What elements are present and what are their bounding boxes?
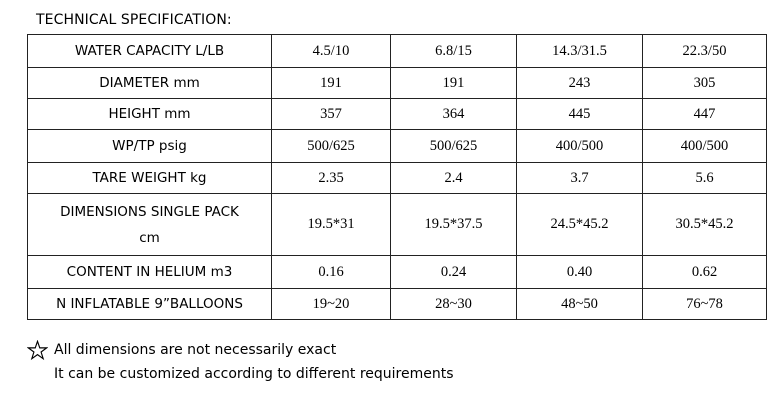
table-row-dimensions-single-pack (28, 194, 767, 256)
cell-value: 28~30 (391, 289, 517, 320)
row-label (28, 194, 272, 256)
cell-value: 48~50 (517, 289, 643, 320)
cell-value: 76~78 (643, 289, 767, 320)
row-label: N INFLATABLE 9”BALLOONS (28, 289, 272, 320)
cell-value: 24.5*45.2 (517, 194, 643, 256)
cell-value: 191 (272, 68, 391, 99)
cell-value: 305 (643, 68, 767, 99)
row-label: WP/TP psig (28, 130, 272, 163)
cell-value: 6.8/15 (391, 35, 517, 68)
cell-value: 364 (391, 99, 517, 130)
star-outline-icon (27, 340, 48, 361)
row-label: CONTENT IN HELIUM m3 (28, 256, 272, 289)
row-label: DIAMETER mm (28, 68, 272, 99)
cell-value: 0.40 (517, 256, 643, 289)
cell-value: 30.5*45.2 (643, 194, 767, 256)
cell-value: 2.35 (272, 163, 391, 194)
cell-value: 243 (517, 68, 643, 99)
table-row-inflatable-balloons (28, 289, 767, 320)
cell-value: 500/625 (272, 130, 391, 163)
cell-value: 5.6 (643, 163, 767, 194)
cell-value: 0.62 (643, 256, 767, 289)
cell-value: 4.5/10 (272, 35, 391, 68)
cell-value: 400/500 (643, 130, 767, 163)
table-row-wp-tp (28, 130, 767, 163)
table-row-water-capacity (28, 35, 767, 68)
cell-value: 14.3/31.5 (517, 35, 643, 68)
note-line-1: All dimensions are not necessarily exact (54, 342, 337, 358)
cell-value: 191 (391, 68, 517, 99)
cell-value: 22.3/50 (643, 35, 767, 68)
spec-table (27, 34, 767, 320)
table-row-height (28, 99, 767, 130)
cell-value: 500/625 (391, 130, 517, 163)
cell-value: 445 (517, 99, 643, 130)
row-label-line1: DIMENSIONS SINGLE PACK (60, 203, 239, 220)
note-line-2: It can be customized according to different requirements (54, 366, 454, 382)
cell-value: 400/500 (517, 130, 643, 163)
row-label-line2: cm (139, 229, 160, 246)
row-label: HEIGHT mm (28, 99, 272, 130)
cell-value: 0.16 (272, 256, 391, 289)
row-label: WATER CAPACITY L/LB (28, 35, 272, 68)
cell-value: 447 (643, 99, 767, 130)
cell-value: 357 (272, 99, 391, 130)
cell-value: 2.4 (391, 163, 517, 194)
table-row-tare-weight (28, 163, 767, 194)
cell-value: 19~20 (272, 289, 391, 320)
spec-title: TECHNICAL SPECIFICATION: (36, 12, 232, 28)
cell-value: 19.5*31 (272, 194, 391, 256)
cell-value: 0.24 (391, 256, 517, 289)
cell-value: 19.5*37.5 (391, 194, 517, 256)
table-row-diameter (28, 68, 767, 99)
table-row-content-helium (28, 256, 767, 289)
row-label: TARE WEIGHT kg (28, 163, 272, 194)
cell-value: 3.7 (517, 163, 643, 194)
